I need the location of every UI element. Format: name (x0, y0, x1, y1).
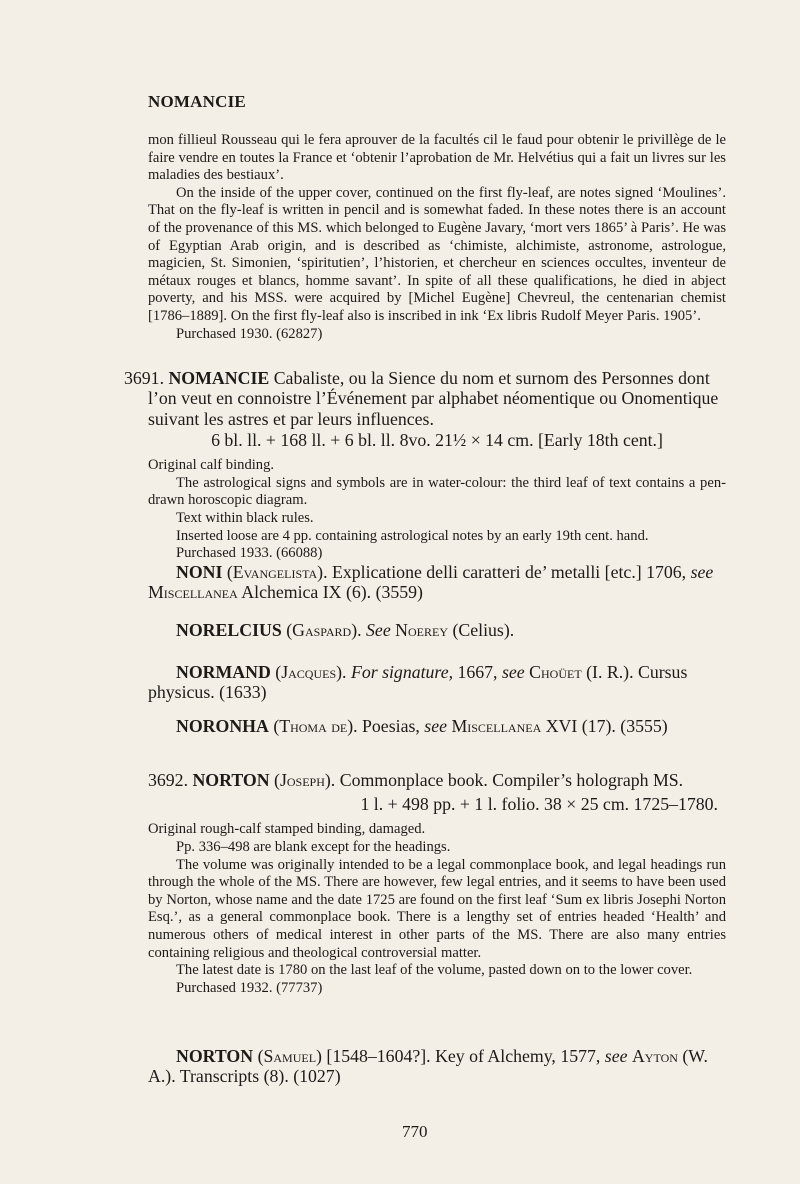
xref-ref: Miscellanea (148, 582, 238, 603)
note-paragraph: Text within black rules. (176, 510, 314, 526)
see-word: see (604, 1046, 628, 1066)
see-word: see (690, 562, 714, 582)
xref-ref: Choüet (529, 662, 582, 682)
xref-norton-samuel (148, 1046, 726, 1087)
page-number: 770 (402, 1122, 428, 1141)
xref-ref: Ayton (631, 1046, 678, 1066)
note-paragraph: Purchased 1930. (62827) (176, 325, 323, 342)
note-paragraph: Original rough-calf stamped binding, damaged. (148, 821, 426, 838)
xref-noronha (148, 716, 726, 736)
xref-ref: Miscellanea (451, 716, 542, 736)
see-word: see (424, 716, 447, 736)
note-paragraph: The astrological signs and symbols are in water-colour: the third leaf of text contains a pen-drawn horoscopic diagram. (148, 474, 726, 509)
xref-forename: (Gaspard). (286, 620, 362, 640)
entry-3691 (124, 368, 726, 563)
xref-text: XVI (17). (3555) (545, 716, 668, 736)
xref-forename: (Samuel) (257, 1046, 322, 1066)
xref-heading: NONI (176, 562, 223, 582)
entry-notes (148, 457, 726, 563)
entry-title-line (124, 368, 726, 429)
for-signature: For signature, (350, 662, 454, 682)
note-paragraph: Inserted loose are 4 pp. containing astrological notes by an early 19th cent. hand. (176, 527, 649, 544)
xref-ref: Noerey (395, 620, 449, 640)
xref-text: [1548–1604?]. Key of Alchemy, 1577, (326, 1046, 601, 1066)
entry-collation: 6 bl. ll. + 168 ll. + 6 bl. ll. 8vo. 21½ × 14 cm. [Early 18th cent.] (211, 430, 663, 451)
running-head: NOMANCIE (148, 92, 246, 111)
entry-forename: (Joseph). (274, 770, 336, 790)
xref-forename: (Thoma de). (273, 716, 358, 736)
xref-text: (I. R.). Cursus physicus. (1633) (148, 662, 688, 703)
entry-title: Commonplace book. Compiler’s holograph MS. (339, 770, 684, 790)
note-paragraph: Purchased 1933. (66088) (176, 545, 323, 562)
entry-collation: 1 l. + 498 pp. + 1 l. folio. 38 × 25 cm. 1725–1780. (360, 794, 718, 815)
entry-title: Cabaliste, ou la Sience du nom et surnom des Personnes dont l’on veut en connoistre l’Événement par alphabet néomentique ou Onomentique suivant les astres et par leurs influences. (148, 368, 719, 429)
entry-number: 3692. (148, 770, 189, 790)
entry-notes (148, 821, 726, 997)
xref-normand (148, 662, 726, 703)
entry-heading: NORTON (192, 770, 270, 790)
xref-text: Explicatione delli caratteri de’ metalli [etc.] 1706, (331, 562, 687, 582)
see-word: See (366, 620, 391, 640)
xref-heading: NORTON (176, 1046, 254, 1066)
note-paragraph: mon fillieul Rousseau qui le fera aprouver de la facultés cil le faud pour obtenir le privillège de le faire vendre en toutes la France et ‘obtenir l’aprobation de Mr. Helvétius qui a fait un livres sur les maladies des bestiaux’. (148, 132, 726, 184)
entry-heading: NOMANCIE (168, 368, 270, 388)
note-paragraph: Pp. 336–498 are blank except for the headings. (176, 839, 451, 855)
xref-heading: NORMAND (176, 662, 271, 682)
xref-heading: NORELCIUS (176, 620, 282, 640)
xref-text: Alchemica IX (6). (3559) (241, 582, 423, 603)
xref-text: (Celius). (452, 620, 515, 640)
note-paragraph: The latest date is 1780 on the last leaf of the volume, pasted down on to the lower cover. (176, 962, 693, 979)
note-paragraph: The volume was originally intended to be a legal commonplace book, and legal headings run through the whole of the MS. There are however, few legal entries, and it seems to have been used by Norton, whose name and the date 1725 are found on the first leaf ‘Sum ex libris Josephi Norton Esq.’, as a general commonplace book. There is a lengthy set of entries headed ‘Health’ and numerous others of medical interest in other parts of the MS. There are also many entries containing religious and theological controversial matter. (148, 856, 726, 961)
note-paragraph: On the inside of the upper cover, continued on the first fly-leaf, are notes signed ‘Moulines’. That on the fly-leaf is written in pencil and is somewhat faded. In these notes there is an account of the provenance of this MS. which belonged to Eugène Javary, ‘mort vers 1865’ à Paris’. He was of Egyptian Arab origin, and is described as ‘chimiste, alchimiste, astronome, astrologue, magicien, St. Simonien, ‘spiritutien’, l’historien, et chercheur en sciences occultes, inventeur de métaux rouges et blancs, homme savant’. In spite of all these qualifications, he died in abject poverty, and his MSS. were acquired by [Michel Eugène] Chevreul, the centenarian chemist [1786–1889]. On the first fly-leaf also is inscribed in ink ‘Ex libris Rudolf Meyer Paris. 1905’. (148, 184, 726, 324)
xref-heading: NORONHA (176, 716, 269, 736)
continued-entry-notes (148, 132, 726, 343)
xref-year: 1667, (457, 662, 498, 682)
xref-norelcius (148, 620, 726, 640)
see-word: see (501, 662, 525, 682)
entry-3692 (148, 770, 726, 997)
xref-noni (148, 562, 726, 603)
xref-forename: (Evangelista). (226, 562, 328, 582)
xref-forename: (Jacques). (275, 662, 347, 682)
entry-number: 3691. (124, 368, 165, 388)
xref-text: Poesias, (362, 716, 420, 736)
note-paragraph: Purchased 1932. (77737) (176, 979, 323, 996)
entry-title-line (148, 770, 726, 790)
xref-text: (W. A.). Transcripts (8). (1027) (148, 1046, 708, 1087)
note-paragraph: Original calf binding. (148, 457, 275, 474)
